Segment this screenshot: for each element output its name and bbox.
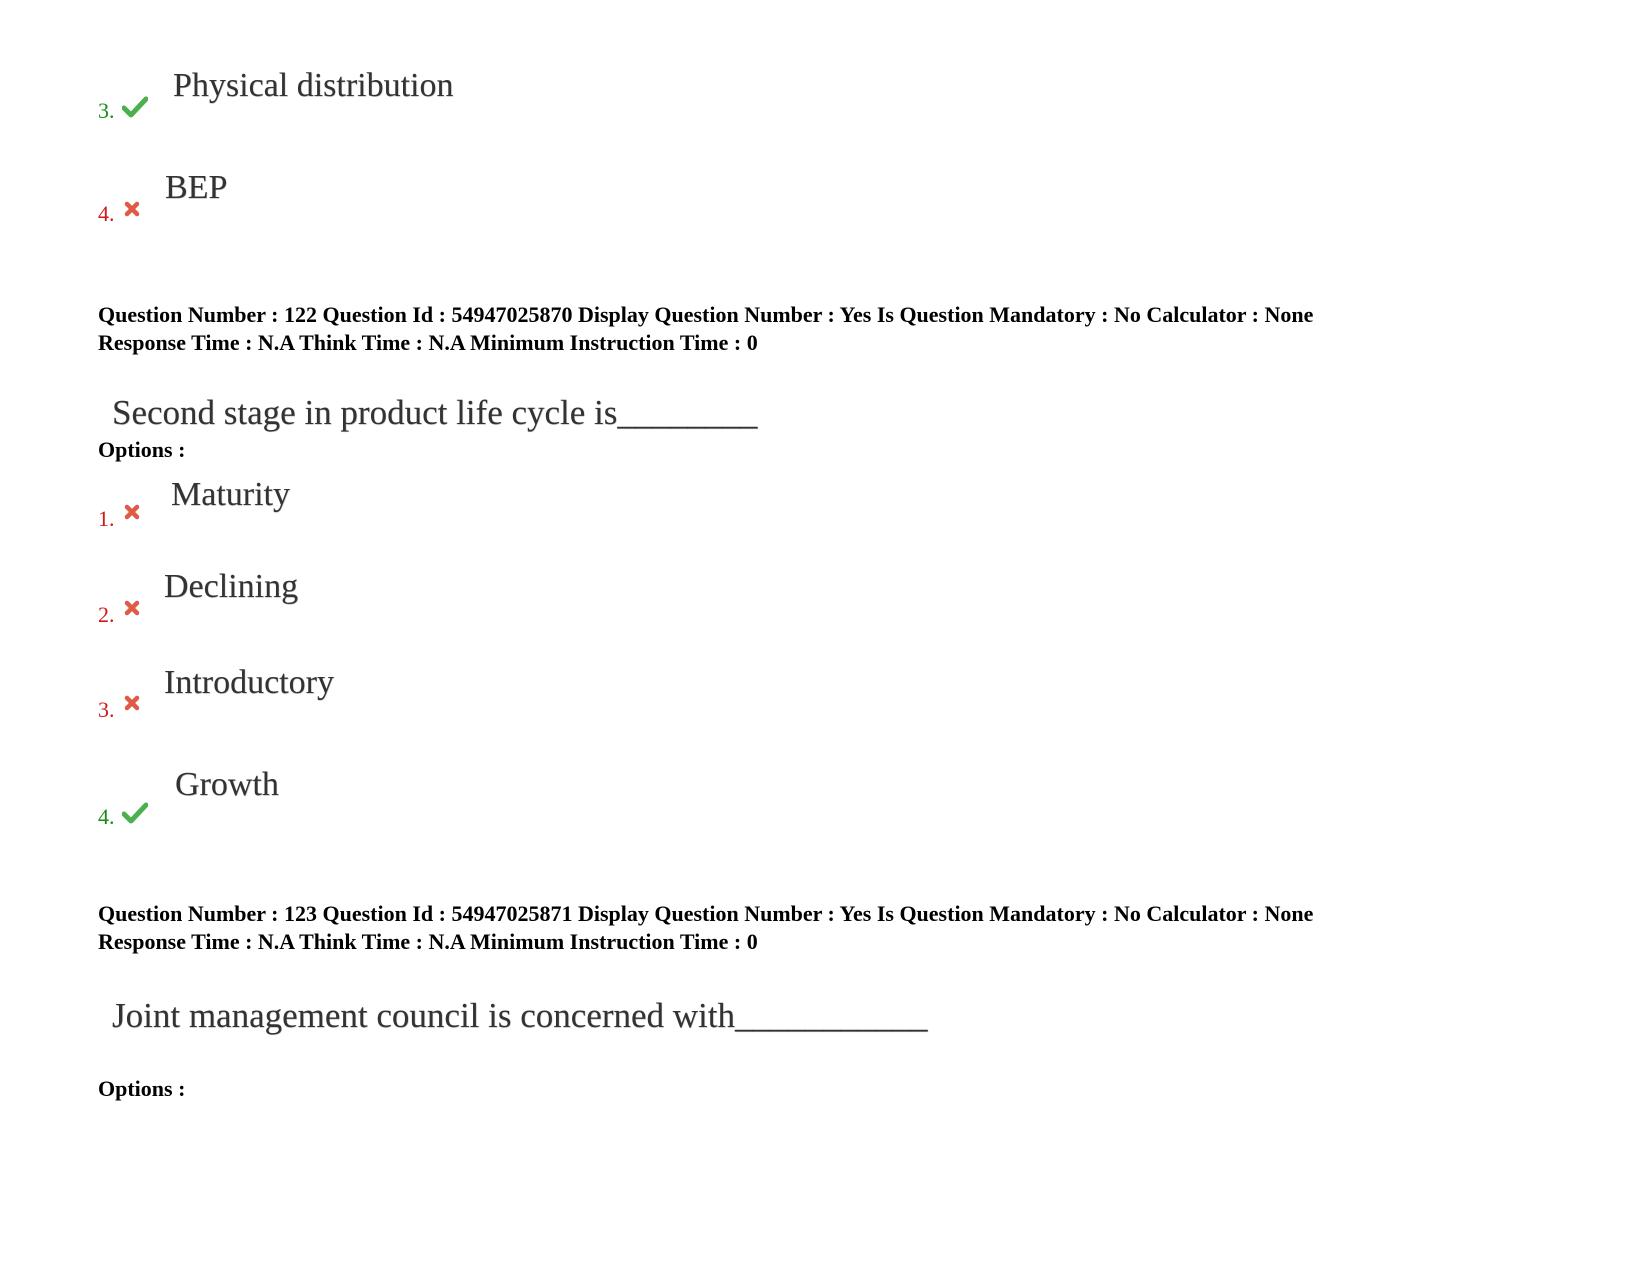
option-text: Growth xyxy=(175,766,279,803)
q122-option-4 xyxy=(98,768,698,828)
option-number: 3. xyxy=(98,98,115,123)
check-icon xyxy=(122,802,148,824)
option-number: 3. xyxy=(98,697,115,722)
option-text: Declining xyxy=(164,568,299,605)
option-text: Physical distribution xyxy=(173,67,454,104)
meta-line-1: Question Number : 123 Question Id : 54947025871 Display Question Number : Yes Is Question Mandatory : No Calculator : None xyxy=(98,901,1314,926)
question-123-options-label: Options : xyxy=(98,1076,186,1101)
meta-line-2: Response Time : N.A Think Time : N.A Minimum Instruction Time : 0 xyxy=(98,330,758,355)
q122-option-2 xyxy=(98,568,698,632)
q122-option-3 xyxy=(98,664,698,727)
question-123-text: Joint management council is concerned with___________ xyxy=(112,996,928,1035)
option-text: Introductory xyxy=(164,664,334,701)
question-122-text: Second stage in product life cycle is________ xyxy=(112,393,758,432)
meta-line-1: Question Number : 122 Question Id : 54947025870 Display Question Number : Yes Is Question Mandatory : No Calculator : None xyxy=(98,302,1314,327)
question-122-meta xyxy=(98,301,1313,357)
meta-line-2: Response Time : N.A Think Time : N.A Minimum Instruction Time : 0 xyxy=(98,929,758,954)
cross-icon xyxy=(124,201,140,217)
cross-icon xyxy=(124,504,140,520)
option-number: 1. xyxy=(98,506,115,531)
cross-icon xyxy=(124,695,140,711)
question-122-options-label: Options : xyxy=(98,437,186,462)
cross-icon xyxy=(124,600,140,616)
prev-option-3 xyxy=(98,67,698,130)
option-text: Maturity xyxy=(171,476,290,513)
option-text: BEP xyxy=(165,169,228,206)
option-number: 2. xyxy=(98,602,115,627)
question-123-meta xyxy=(98,900,1313,956)
option-number: 4. xyxy=(98,804,115,829)
prev-option-4 xyxy=(98,169,698,232)
option-number: 4. xyxy=(98,201,115,226)
check-icon xyxy=(122,96,148,118)
q122-option-1 xyxy=(98,478,698,538)
